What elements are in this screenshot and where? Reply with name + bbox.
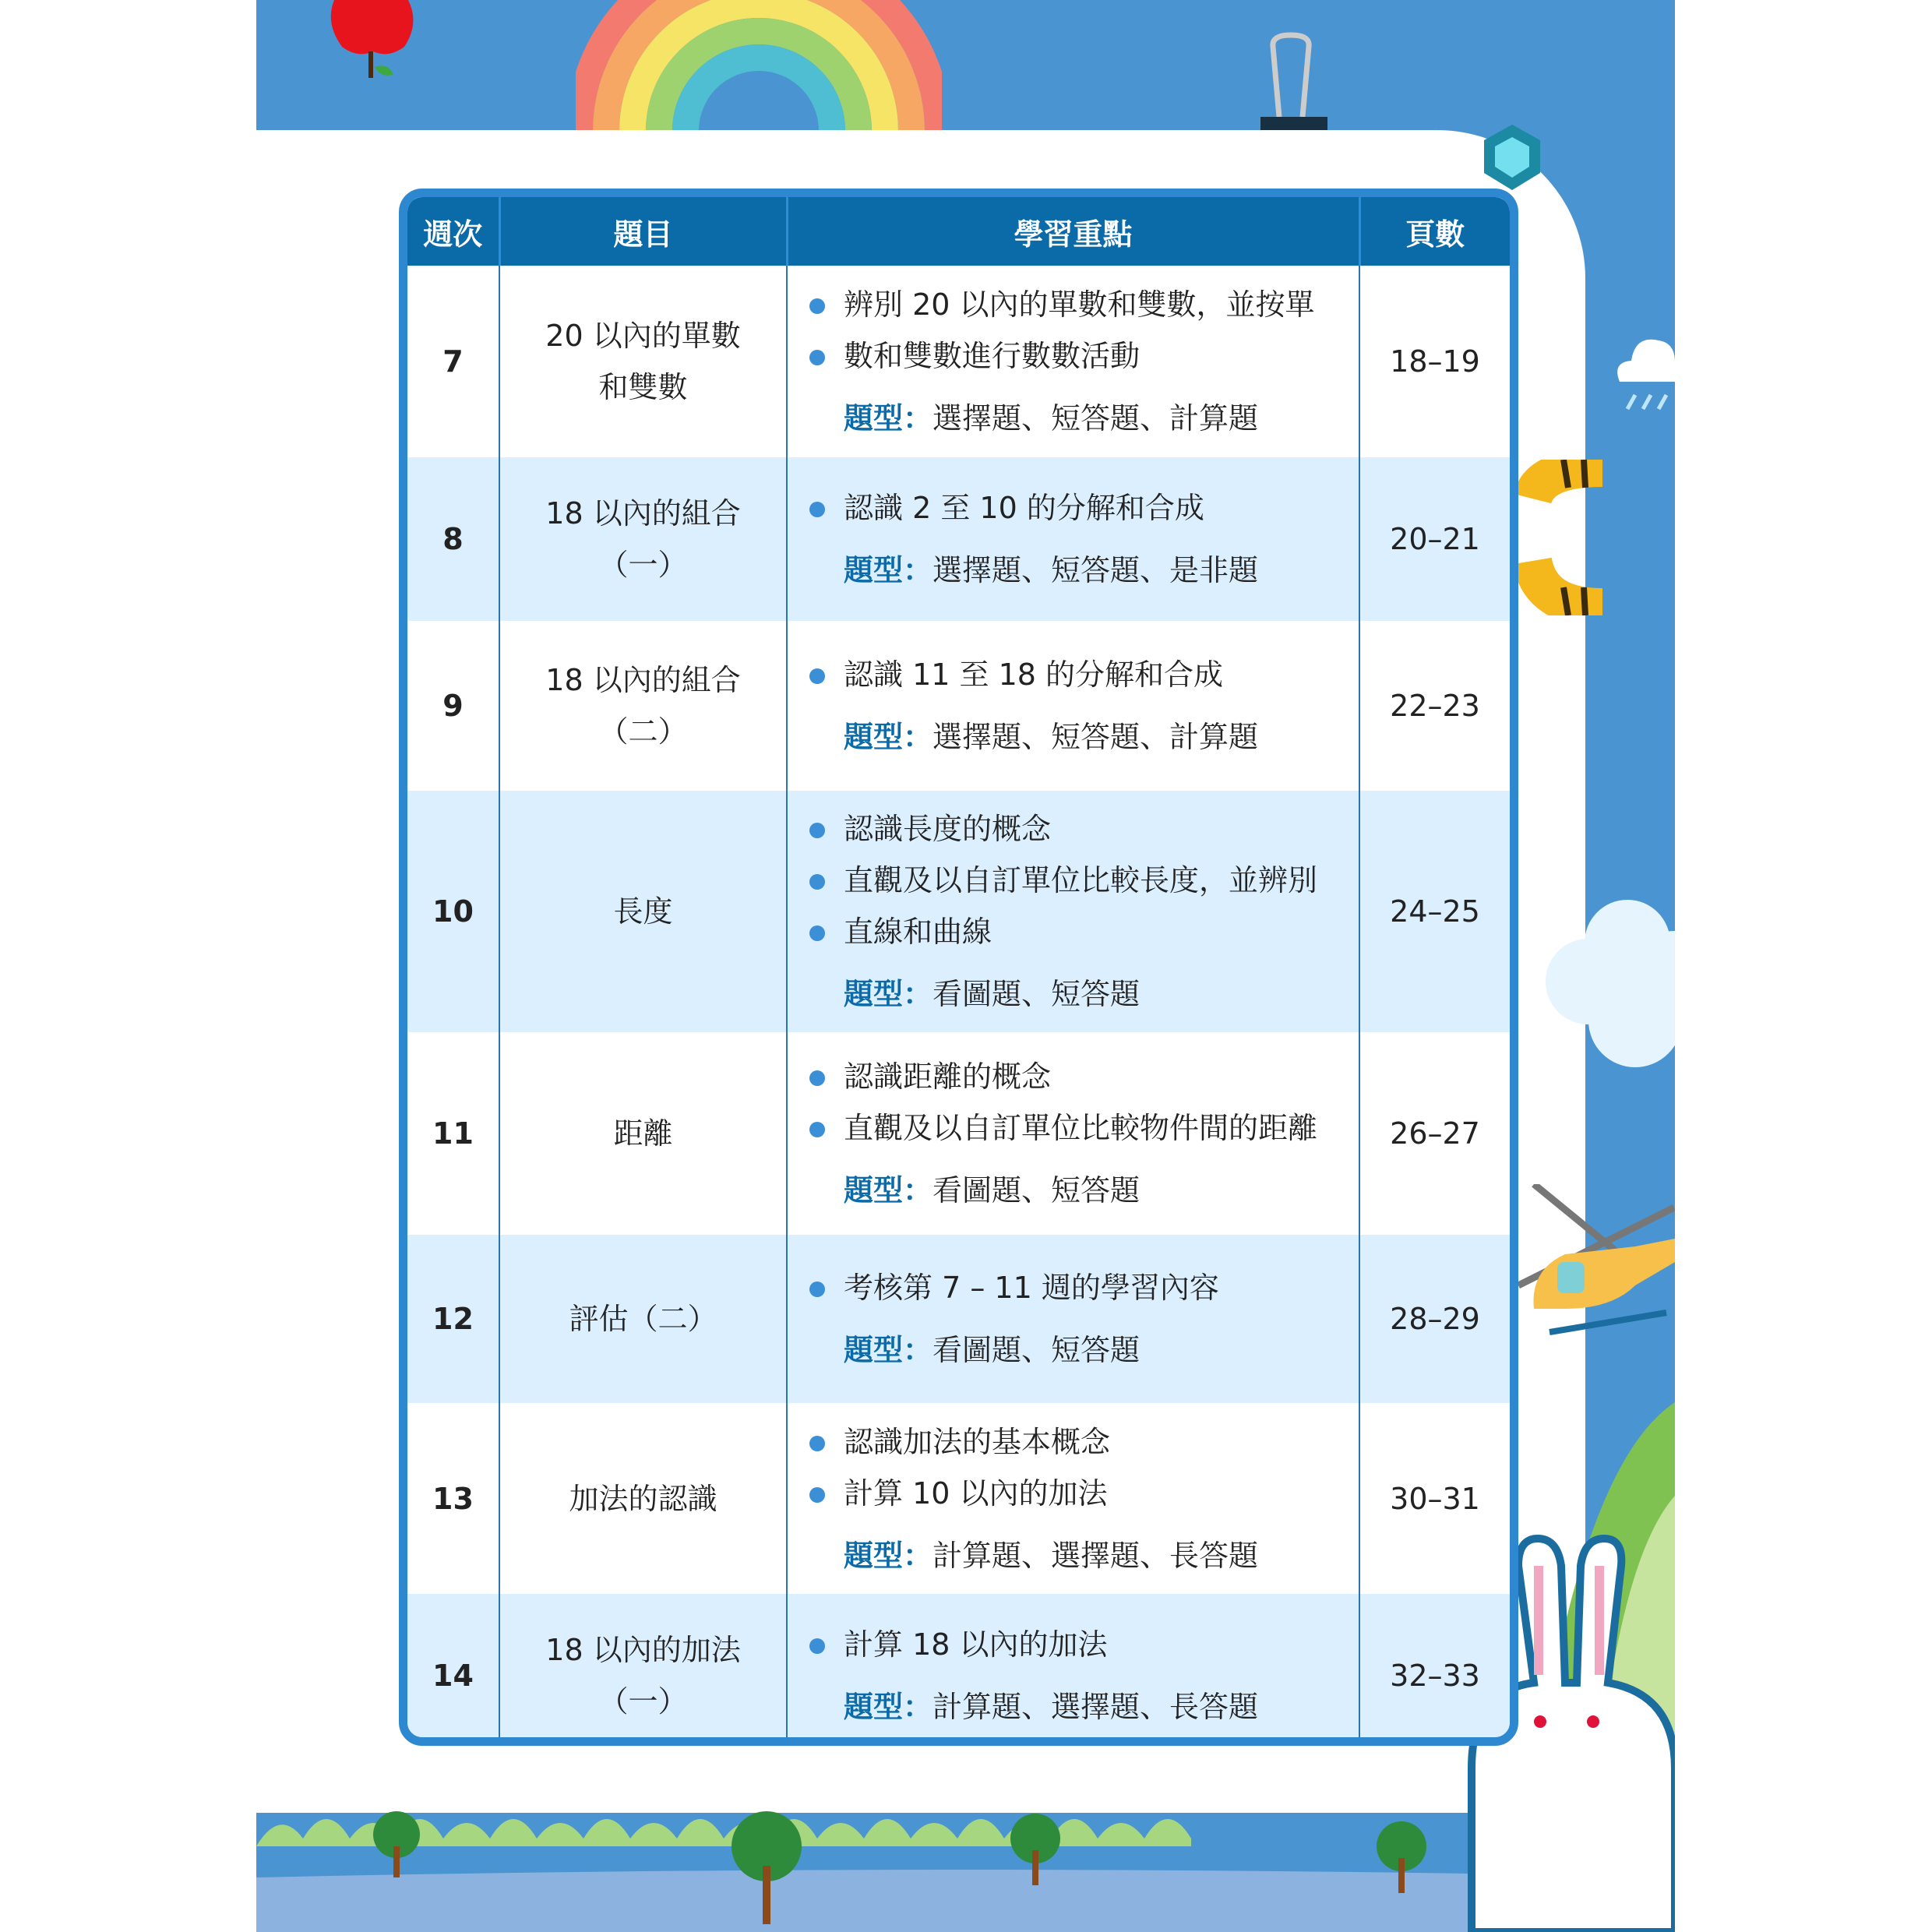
pages-cell: 28–29 (1359, 1235, 1510, 1403)
pages-cell: 32–33 (1359, 1594, 1510, 1746)
table-row (407, 1594, 1510, 1746)
question-type-value: 看圖題、短答題 (933, 1173, 1141, 1208)
topic-line: 18 以內的組合 (545, 496, 741, 531)
focus-cell (787, 1032, 1359, 1235)
topic-line: 18 以內的加法 (545, 1632, 741, 1667)
topic-line: 和雙數 (598, 370, 688, 404)
topic-line: 加法的認識 (569, 1481, 717, 1516)
focus-point: 認識 11 至 18 的分解和合成 (809, 649, 1343, 700)
focus-cell (787, 1594, 1359, 1746)
topic-cell (499, 266, 787, 457)
question-type-value: 選擇題、短答題、是非題 (933, 553, 1259, 587)
question-type (809, 545, 1343, 596)
question-type-value: 計算題、選擇題、長答題 (933, 1538, 1259, 1573)
gem-icon (1481, 125, 1543, 191)
header-topic: 題目 (499, 197, 787, 266)
focus-point: 認識加法的基本概念 (809, 1416, 1343, 1468)
topic-line: 距離 (613, 1116, 673, 1151)
focus-cell (787, 457, 1359, 621)
focus-cell (787, 1403, 1359, 1594)
week-cell: 11 (407, 1032, 499, 1235)
focus-point: 直觀及以自訂單位比較物件間的距離 (809, 1102, 1343, 1154)
focus-point: 認識距離的概念 (809, 1051, 1343, 1102)
table-row (407, 1032, 1510, 1235)
topic-line: 20 以內的單數 (545, 319, 741, 353)
table-row (407, 457, 1510, 621)
week-cell: 10 (407, 791, 499, 1032)
focus-cell (787, 1235, 1359, 1403)
week-cell: 14 (407, 1594, 499, 1746)
header-pages: 頁數 (1359, 197, 1510, 266)
week-cell: 13 (407, 1403, 499, 1594)
table-row (407, 1235, 1510, 1403)
pages-cell: 20–21 (1359, 457, 1510, 621)
table-header (407, 197, 1510, 266)
topic-cell (499, 457, 787, 621)
pages-cell: 18–19 (1390, 344, 1480, 379)
question-type-value: 看圖題、短答題 (933, 977, 1141, 1011)
focus-point: 辨別 20 以內的單數和雙數，並按單 (809, 279, 1343, 330)
focus-cell (787, 621, 1359, 791)
page-background (256, 0, 1675, 1932)
question-type-value: 選擇題、短答題、計算題 (933, 401, 1259, 435)
focus-point: 考核第 7 – 11 週的學習內容 (809, 1262, 1343, 1313)
header-week: 週次 (407, 197, 499, 266)
focus-point: 認識 2 至 10 的分解和合成 (809, 482, 1343, 534)
question-type-label: 題型： (844, 553, 933, 587)
topic-cell (499, 791, 787, 1032)
week-cell: 8 (407, 457, 499, 621)
question-type (809, 1165, 1343, 1216)
topic-line: （二） (598, 714, 688, 749)
focus-point: 直觀及以自訂單位比較長度，並辨別 (809, 855, 1343, 906)
cloud (1542, 896, 1675, 1067)
question-type-label: 題型： (844, 1173, 933, 1208)
table-row (407, 791, 1510, 1032)
topic-cell (499, 1594, 787, 1746)
tiger-tail (1517, 460, 1602, 615)
week-cell: 12 (407, 1235, 499, 1403)
question-type-label: 題型： (844, 977, 933, 1011)
focus-point: 計算 18 以內的加法 (809, 1619, 1343, 1670)
pages-cell: 24–25 (1359, 791, 1510, 1032)
week-cell: 9 (407, 621, 499, 791)
question-type (809, 968, 1343, 1020)
week-cell: 7 (407, 266, 499, 457)
table-row (407, 621, 1510, 791)
question-type-label: 題型： (844, 1538, 933, 1573)
question-type-label: 題型： (844, 401, 933, 435)
pages-cell: 22–23 (1390, 689, 1480, 723)
topic-line: （一） (598, 1683, 688, 1719)
question-type-label: 題型： (844, 1333, 933, 1367)
apple-icon (319, 0, 428, 86)
topic-cell (499, 621, 787, 791)
question-type (809, 1530, 1343, 1581)
topic-cell (499, 1235, 787, 1403)
focus-point: 認識長度的概念 (809, 803, 1343, 855)
helicopter-icon (1518, 1184, 1675, 1340)
topic-line: 長度 (613, 894, 673, 929)
rainbow (576, 0, 942, 131)
question-type-label: 題型： (844, 720, 933, 754)
question-type-value: 選擇題、短答題、計算題 (933, 720, 1259, 754)
focus-cell (787, 266, 1359, 457)
question-type-value: 看圖題、短答題 (933, 1333, 1141, 1367)
pages-cell: 26–27 (1390, 1116, 1480, 1151)
question-type-label: 題型： (844, 1689, 933, 1724)
topic-line: 評估（二） (569, 1302, 717, 1336)
table-row (407, 1403, 1510, 1594)
topic-line: （一） (598, 548, 688, 582)
focus-cell (787, 791, 1359, 1032)
topic-line: 18 以內的組合 (545, 663, 741, 697)
question-type (809, 393, 1343, 444)
focus-point: 數和雙數進行數數活動 (809, 330, 1343, 382)
question-type (809, 1681, 1343, 1733)
focus-point: 直線和曲線 (809, 906, 1343, 957)
rain-cloud-icon (1612, 323, 1675, 413)
pages-cell: 30–31 (1390, 1481, 1480, 1516)
question-type-value: 計算題、選擇題、長答題 (933, 1689, 1259, 1724)
table-row (407, 266, 1510, 457)
schedule-table (399, 189, 1518, 1746)
question-type (809, 711, 1343, 763)
focus-point: 計算 10 以內的加法 (809, 1468, 1343, 1519)
question-type (809, 1324, 1343, 1376)
topic-cell (499, 1403, 787, 1594)
header-focus: 學習重點 (787, 197, 1359, 266)
topic-cell (499, 1032, 787, 1235)
